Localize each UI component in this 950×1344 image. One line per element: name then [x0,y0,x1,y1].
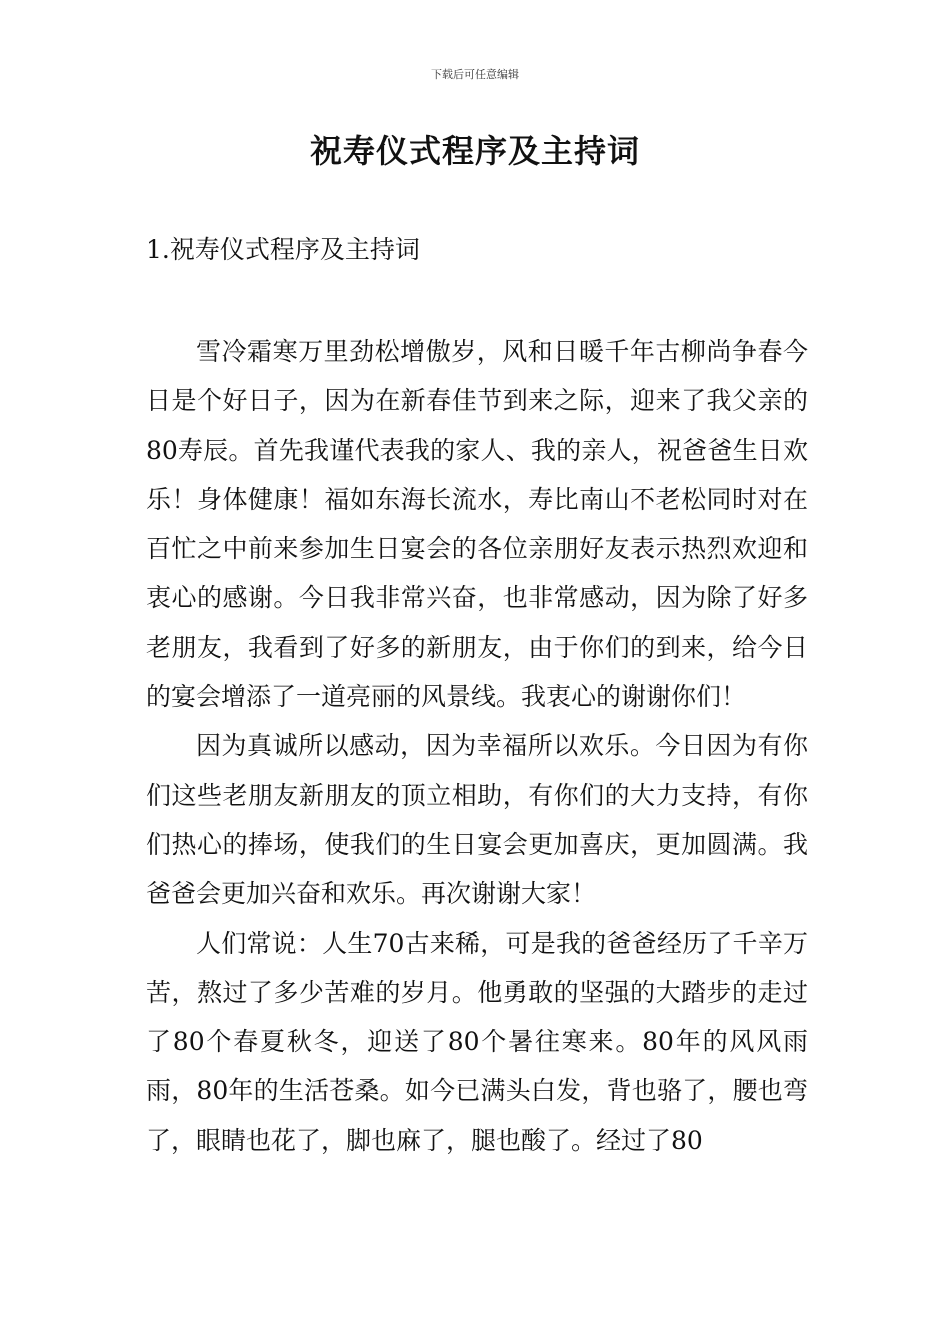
document-title: 祝寿仪式程序及主持词 [309,132,640,170]
header-note: 下载后可任意编辑 [431,68,519,81]
document-body [146,327,808,1165]
paragraph-2: 因为真诚所以感动，因为幸福所以欢乐。今日因为有你们这些老朋友新朋友的顶立相助，有你们的大力支持，有你们热心的捧场，使我们的生日宴会更加喜庆，更加圆满。我爸爸会更加兴奋和欢乐。再次谢谢大家！ [146,731,808,909]
section-heading: 1.祝寿仪式程序及主持词 [146,235,420,264]
paragraph-1: 雪冷霜寒万里劲松增傲岁，风和日暖千年古柳尚争春今日是个好日子，因为在新春佳节到来之际，迎来了我父亲的80寿辰。首先我谨代表我的家人、我的亲人，祝爸爸生日欢乐！身体健康！福如东海长流水，寿比南山不老松同时对在百忙之中前来参加生日宴会的各位亲朋好友表示热烈欢迎和衷心的感谢。今日我非常兴奋，也非常感动，因为除了好多老朋友，我看到了好多的新朋友，由于你们的到来，给今日的宴会增添了一道亮丽的风景线。我衷心的谢谢你们！ [146,337,808,712]
paragraph-3: 人们常说：人生70古来稀，可是我的爸爸经历了千辛万苦，熬过了多少苦难的岁月。他勇敢的坚强的大踏步的走过了80个春夏秋冬，迎送了80个暑往寒来。80年的风风雨雨，80年的生活苍桑。如今已满头白发，背也骆了，腰也弯了，眼睛也花了，脚也麻了，腿也酸了。经过了80 [146,928,808,1155]
